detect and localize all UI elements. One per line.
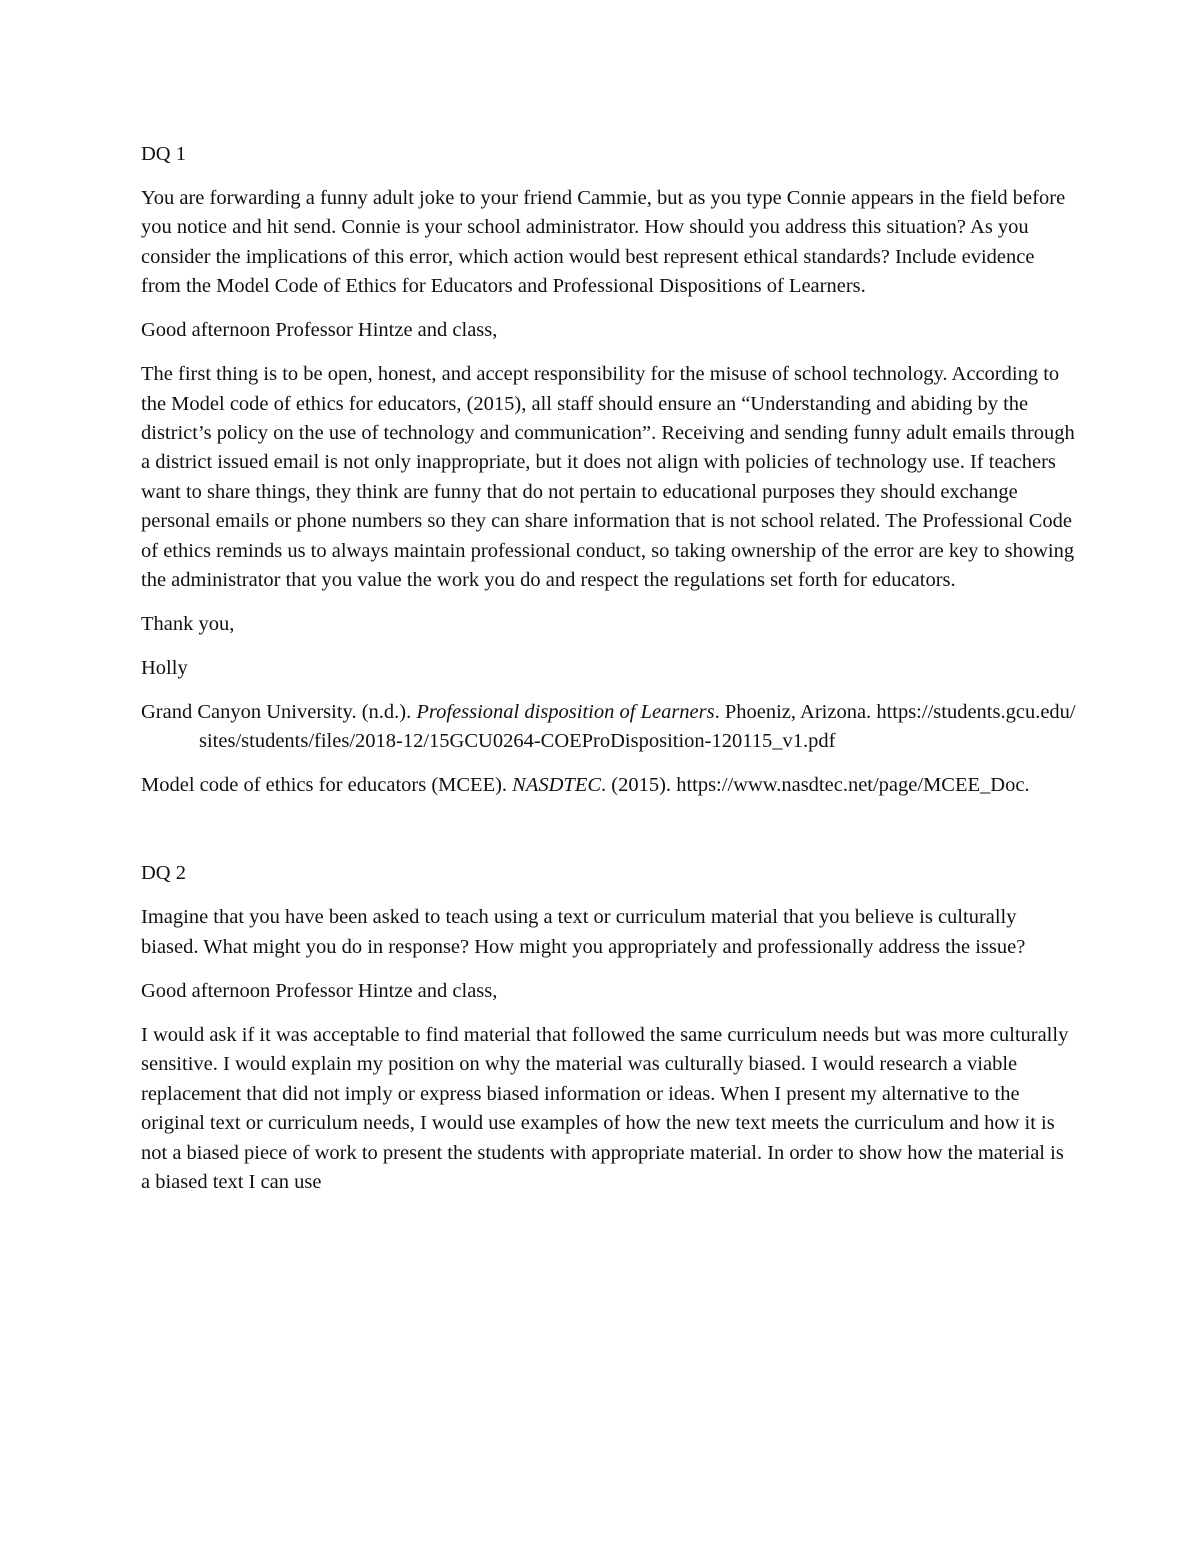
dq1-greeting: Good afternoon Professor Hintze and class,: [141, 319, 498, 342]
dq1-signature: Holly: [141, 657, 188, 680]
dq1-prompt: You are forwarding a funny adult joke to your friend Cammie, but as you type Connie appears in the field before you notice and hit send. Connie is your school administrator. How should you address this situation? As you consider the implications of this error, which action would best represent ethical standards? Include evidence from the Model Code of Ethics for Educators and Professional Dispositions of Learners.: [141, 187, 1066, 298]
reference-author: Grand Canyon University. (n.d.).: [141, 701, 417, 724]
reference-entry-mcee: [141, 771, 1076, 800]
reference-title: NASDTEC: [512, 774, 602, 797]
dq1-heading: DQ 1: [141, 143, 186, 165]
reference-title: Professional disposition of Learners: [416, 701, 715, 724]
reference-url[interactable]: https://www.nasdtec.net/page/MCEE_Doc.: [676, 774, 1030, 797]
dq2-heading: DQ 2: [141, 862, 186, 885]
section-spacer: [141, 815, 1076, 859]
reference-author: Model code of ethics for educators (MCEE).: [141, 774, 513, 797]
dq2-greeting: Good afternoon Professor Hintze and class,: [141, 979, 498, 1002]
reference-url[interactable]: https://students.gcu.edu/sites/students/files/2018-12/15GCU0264-COEProDisposition-120115_v1.pdf: [199, 701, 1076, 753]
dq2-response: I would ask if it was acceptable to find material that followed the same curriculum needs but was more culturally sensitive. I would explain my position on why the material was culturally biased. I would research a viable replacement that did not imply or express biased information or ideas. When I present my alternative to the original text or curriculum needs, I would use examples of how the new text meets the curriculum and how it is not a biased piece of work to present the students with appropriate material. In order to show how the material is a biased text I can use: [141, 1023, 1069, 1193]
reference-publisher: . Phoeniz, Arizona.: [714, 701, 877, 724]
document-page: [141, 140, 1076, 1212]
dq1-closing: Thank you,: [141, 613, 235, 636]
reference-entry-gcu: [141, 698, 1076, 757]
dq2-prompt: Imagine that you have been asked to teach using a text or curriculum material that you believe is culturally biased. What might you do in response? How might you appropriately and professionally address the issue?: [141, 906, 1026, 958]
dq1-response: The first thing is to be open, honest, and accept responsibility for the misuse of school technology. According to the Model code of ethics for educators, (2015), all staff should ensure an “Understanding and abiding by the district’s policy on the use of technology and communication”. Receiving and sending funny adult emails through a district issued email is not only inappropriate, but it does not align with policies of technology use. If teachers want to share things, they think are funny that do not pertain to educational purposes they should exchange personal emails or phone numbers so they can share information that is not school related. The Professional Code of ethics reminds us to always maintain professional conduct, so taking ownership of the error are key to showing the administrator that you value the work you do and respect the regulations set forth for educators.: [141, 363, 1075, 592]
reference-publisher: . (2015).: [601, 774, 677, 797]
